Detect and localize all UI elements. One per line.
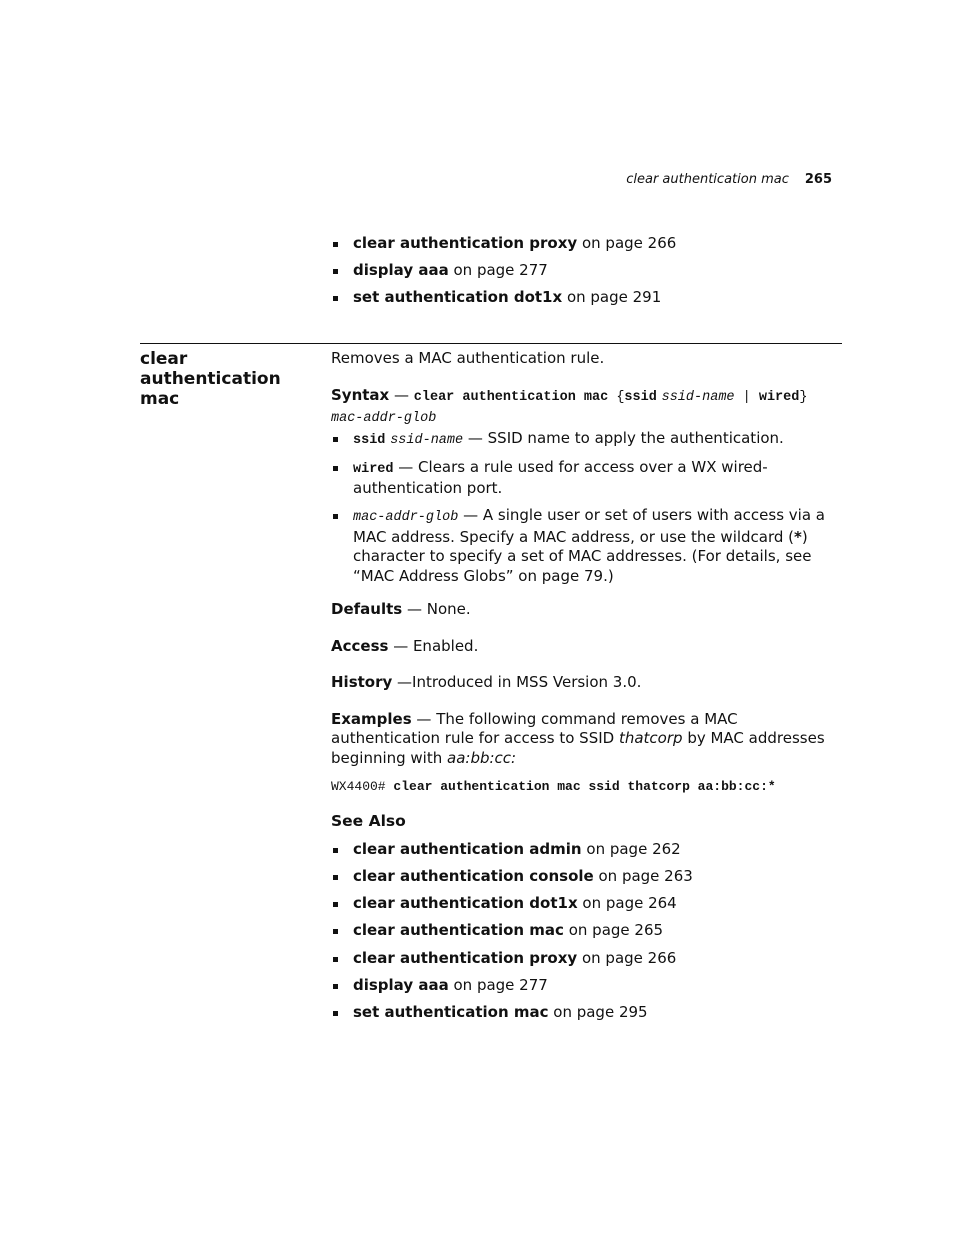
command-link[interactable]: set authentication mac — [353, 1003, 549, 1022]
option-item — [331, 458, 842, 499]
option-desc: — SSID name to apply the authentication. — [463, 428, 784, 447]
list-item — [331, 288, 841, 308]
pipe: | — [734, 389, 759, 405]
page-reference: on page 264 — [582, 894, 677, 913]
arg-mac-addr-glob: mac-addr-glob — [331, 411, 437, 426]
list-item — [331, 921, 842, 941]
option-keyword: wired — [353, 461, 394, 477]
command-link[interactable]: set authentication dot1x — [353, 288, 563, 306]
page-reference: on page 263 — [598, 866, 693, 885]
command-link[interactable]: display aaa — [353, 261, 449, 279]
see-also-list — [331, 840, 842, 1023]
running-head-title: clear authentication mac — [626, 172, 789, 187]
syntax-line — [331, 386, 842, 429]
option-keyword: ssid — [353, 432, 386, 448]
history-label: History — [331, 673, 393, 691]
list-item — [331, 976, 842, 996]
syntax-label: Syntax — [331, 385, 390, 404]
history-line — [331, 673, 842, 693]
section-body — [331, 349, 842, 1031]
access-text: — Enabled. — [388, 636, 479, 655]
page-reference: on page 291 — [566, 288, 662, 306]
command-link[interactable]: clear authentication dot1x — [353, 894, 578, 913]
page-reference: on page 266 — [581, 948, 677, 967]
list-item — [331, 1003, 842, 1023]
separator: — — [389, 385, 414, 404]
option-item — [331, 429, 842, 451]
page-reference: on page 295 — [553, 1003, 648, 1022]
option-desc-cont: ) character to specify a set of MAC addresses. (For details, see “MAC Address Globs” on page 79.) — [353, 527, 812, 585]
options-list — [331, 429, 842, 587]
history-text: —Introduced in MSS Version 3.0. — [392, 673, 642, 691]
page-reference: on page 265 — [568, 921, 664, 940]
cli-command: clear authentication mac ssid thatcorp aa:bb:cc:* — [393, 779, 776, 794]
brace-close: } — [799, 389, 808, 405]
list-item — [331, 261, 841, 281]
keyword-wired: wired — [758, 389, 800, 405]
wildcard-char: * — [794, 527, 802, 546]
command-link[interactable]: clear authentication mac — [353, 921, 564, 940]
list-item — [331, 840, 842, 860]
example-prefix: aa:bb:cc: — [447, 748, 517, 767]
see-also-heading: See Also — [331, 812, 406, 830]
examples-text: — The following command removes a MAC authentication rule for access to SSID — [331, 709, 738, 747]
page-number: 265 — [804, 172, 832, 187]
defaults-label: Defaults — [331, 600, 403, 618]
option-arg: mac-addr-glob — [353, 510, 459, 525]
summary: Removes a MAC authentication rule. — [331, 349, 605, 367]
keyword-ssid: ssid — [624, 389, 657, 405]
page-reference: on page 277 — [453, 261, 548, 279]
related-commands-list — [331, 234, 841, 315]
command-link[interactable]: display aaa — [353, 975, 449, 994]
access-label: Access — [331, 636, 389, 655]
command-link[interactable]: clear authentication admin — [353, 839, 582, 858]
examples-label: Examples — [331, 709, 412, 728]
list-item — [331, 234, 841, 254]
option-item — [331, 506, 842, 586]
section-divider — [140, 343, 842, 344]
command-link[interactable]: clear authentication console — [353, 866, 594, 885]
arg-ssid-name: ssid-name — [661, 389, 735, 405]
section-title: clear authentication mac — [140, 349, 281, 409]
option-desc: — A single user or set of users with access via a MAC address. Specify a MAC address, or use the wildcard ( — [353, 506, 825, 546]
example-ssid: thatcorp — [618, 729, 683, 747]
command-link[interactable]: clear authentication proxy — [353, 948, 578, 967]
option-arg: ssid-name — [390, 432, 464, 448]
brace-open: { — [608, 389, 625, 405]
command-link[interactable]: clear authentication proxy — [353, 234, 578, 252]
defaults-text: — None. — [402, 600, 471, 618]
list-item — [331, 894, 842, 914]
access-line — [331, 637, 842, 657]
page-reference: on page 266 — [581, 234, 677, 252]
examples-paragraph — [331, 710, 842, 769]
examples-text-cont: by MAC addresses beginning with — [331, 729, 825, 767]
page-reference: on page 277 — [453, 975, 548, 994]
syntax-command: clear authentication mac — [413, 389, 609, 405]
page-reference: on page 262 — [586, 839, 681, 858]
defaults-line — [331, 600, 842, 620]
running-head — [626, 171, 832, 189]
list-item — [331, 949, 842, 969]
option-desc: — Clears a rule used for access over a WX wired-authentication port. — [353, 457, 768, 497]
example-code — [331, 779, 842, 795]
cli-prompt: WX4400# — [331, 779, 394, 794]
list-item — [331, 867, 842, 887]
